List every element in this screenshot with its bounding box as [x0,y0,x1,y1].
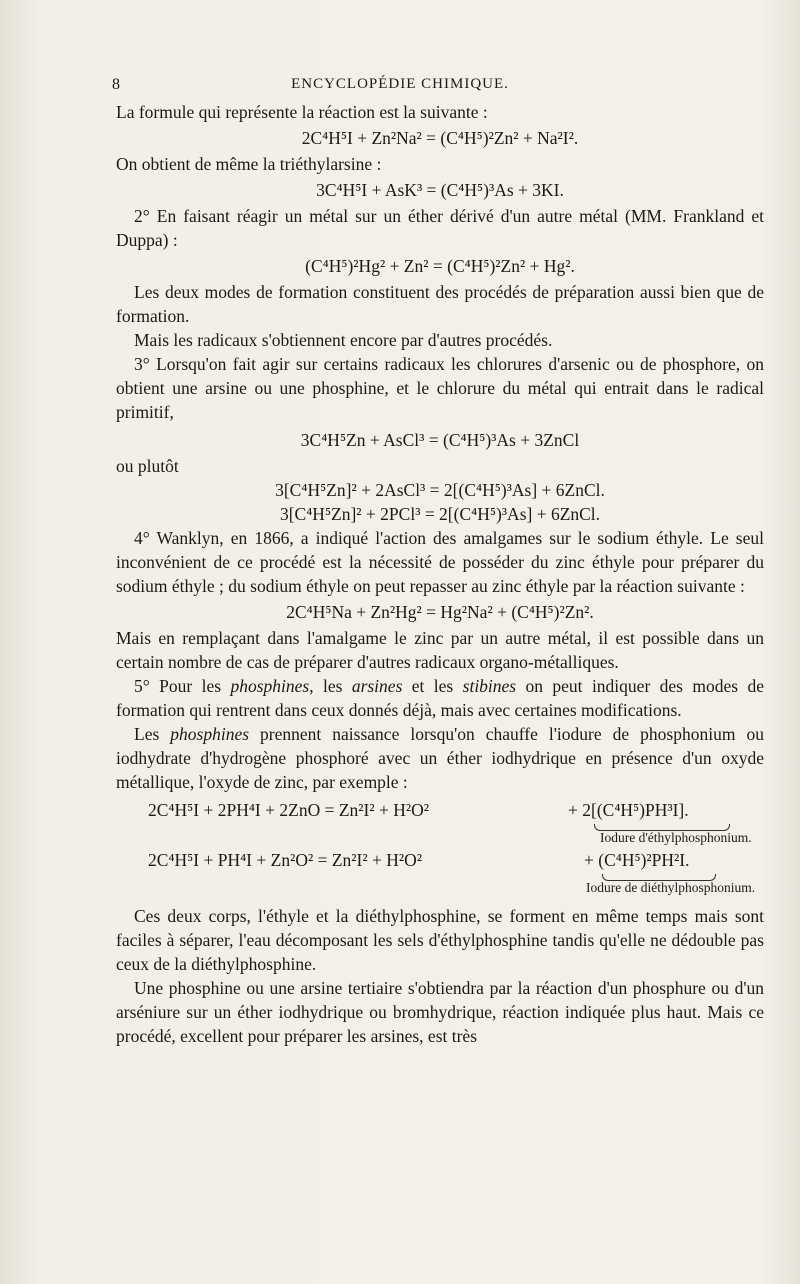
paragraph-triethylarsine: On obtient de même la triéthylarsine : [116,154,382,174]
paragraph-4: 4° Wanklyn, en 1866, a indiqué l'action des amalgames sur le sodium éthyle. Le seul inconvénient de ce procédé est la nécessité de posséder du zinc éthyle pour préparer du sodium éthyle ; du sodium éthyle on peut repasser au zinc éthyle par la réaction suivante : [116,528,764,596]
page-header [0,76,800,96]
term-arsines: arsines [351,676,403,696]
page-body [116,100,764,1048]
equation-1: 2C⁴H⁵I + Zn²Na² = (C⁴H⁵)²Zn² + Na²I². [301,128,579,148]
equation-5: 3[C⁴H⁵Zn]² + 2AsCl³ = 2[(C⁴H⁵)³As] + 6ZnCl. [275,480,605,500]
term-stibines: stibines [462,676,517,696]
equation-9-right: + (C⁴H⁵)²PH²I. [584,850,690,870]
equation-7: 2C⁴H⁵Na + Zn²Hg² = Hg²Na² + (C⁴H⁵)²Zn². [286,602,594,622]
equation-2: 3C⁴H⁵I + AsK³ = (C⁴H⁵)³As + 3KI. [316,180,564,200]
paragraph-5: 5° Pour les phosphines, les arsines et les stibines on peut indiquer des modes de formation qui rentrent dans ceux donnés déjà, mais avec certaines modifications. [116,676,764,720]
paragraph-corps: Ces deux corps, l'éthyle et la diéthylphosphine, se forment en même temps mais sont faciles à séparer, l'eau décomposant les sels d'éthylphosphine tandis qu'elle ne dédouble pas ceux de la diéthylphosphine. [116,906,764,974]
note-9 [116,878,764,898]
equation-6: 3[C⁴H⁵Zn]² + 2PCl³ = 2[(C⁴H⁵)³As] + 6ZnCl. [279,504,601,524]
paragraph-radicaux: Mais les radicaux s'obtiennent encore par d'autres procédés. [134,330,553,350]
equation-9-left: 2C⁴H⁵I + PH⁴I + Zn²O² = Zn²I² + H²O² [148,850,422,870]
paragraph-intro: La formule qui représente la réaction est la suivante : [116,102,488,122]
paragraph-modes: Les deux modes de formation constituent des procédés de préparation aussi bien que de formation. [116,282,764,326]
ou-plutot: ou plutôt [116,456,179,476]
equation-8-left: 2C⁴H⁵I + 2PH⁴I + 2ZnO = Zn²I² + H²O² [148,800,429,820]
term-phosphines: phosphines [230,676,310,696]
note-8-label: Iodure d'éthylphosphonium. [600,830,752,845]
paragraph-2: 2° En faisant réagir un métal sur un éther dérivé d'un autre métal (MM. Frankland et Duppa) : [116,206,764,250]
paragraph-last: Une phosphine ou une arsine tertiaire s'obtiendra par la réaction d'un phosphure ou d'un arséniure sur un éther iodhydrique ou bromhydrique, réaction indiquée plus haut. Mais ce procédé, excellent pour préparer les arsines, est très [116,978,764,1046]
running-title: ENCYCLOPÉDIE CHIMIQUE. [291,76,509,92]
page-number: 8 [112,76,120,93]
note-9-label: Iodure de diéthylphosphonium. [586,880,756,895]
paragraph-3: 3° Lorsqu'on fait agir sur certains radicaux les chlorures d'arsenic ou de phosphore, on obtient une arsine ou une phosphine, et le chlorure du métal qui entrait dans le radical primitif, [116,354,764,422]
equation-8-right: + 2[(C⁴H⁵)PH³I]. [568,800,689,820]
paragraph-6: Les phosphines prennent naissance lorsqu'on chauffe l'iodure de phosphonium ou iodhydrate d'hydrogène phosphoré avec un éther iodhydrique en présence d'un oxyde métallique, l'oxyde de zinc, par exemple : [116,724,764,792]
term-phosphines-2: phosphines [170,724,250,744]
equation-3: (C⁴H⁵)²Hg² + Zn² = (C⁴H⁵)²Zn² + Hg². [305,256,575,276]
paragraph-mais: Mais en remplaçant dans l'amalgame le zinc par un autre métal, il est possible dans un certain nombre de cas de préparer d'autres radicaux organo-métalliques. [116,628,764,672]
equation-4: 3C⁴H⁵Zn + AsCl³ = (C⁴H⁵)³As + 3ZnCl [300,430,580,450]
note-8 [116,828,764,848]
